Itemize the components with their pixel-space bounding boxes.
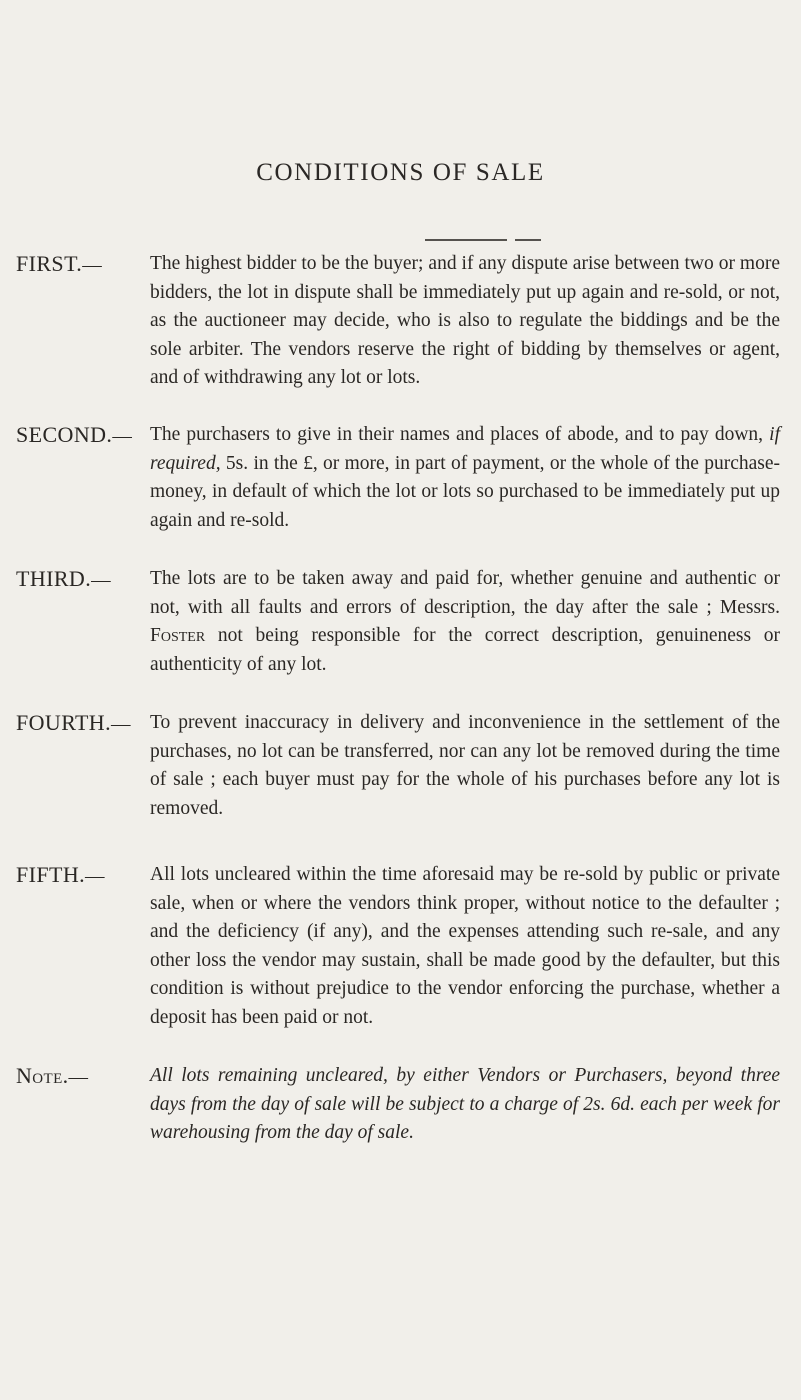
condition-heading: SECOND. <box>16 422 113 447</box>
condition-text: The lots are to be taken away and paid for, whether genuine and authentic or not, with all faults and errors of description, the day after the sale ; Messrs. <box>150 568 780 618</box>
condition-text: To prevent inaccuracy in delivery and inconvenience in the settlement of the purchases, no lot can be transferred, nor can any lot be removed during the time of sale ; each buyer must pay for the whole of his purchases before any lot is removed. <box>150 712 780 819</box>
note-heading: Note. <box>16 1063 69 1088</box>
condition-heading: FIFTH. <box>16 862 86 887</box>
condition-fourth <box>16 709 780 823</box>
heading-dash: — <box>82 255 102 276</box>
condition-first <box>16 250 780 393</box>
page-title: CONDITIONS OF SALE <box>256 159 545 186</box>
note-text: All lots remaining uncleared, by either Vendors or Purchasers, beyond three days from the day of sale will be subject to a charge of 2s. 6d. each per week for warehousing from the day of sale. <box>150 1065 780 1143</box>
heading-dash: — <box>112 426 132 447</box>
heading-dash: — <box>91 570 111 591</box>
auctioneer-name: Foster <box>150 625 206 646</box>
condition-heading: FOURTH. <box>16 710 111 735</box>
condition-text-italic: if required, <box>150 424 780 474</box>
heading-dash: — <box>85 866 105 887</box>
condition-text: The highest bidder to be the buyer; and if any dispute arise between two or more bidders, the lot in dispute shall be immediately put up again and re-sold, or not, as the auctioneer may decide, who is also to regulate the biddings and be the sole arbiter. The vendors reserve the right of bidding by themselves or agent, and of withdrawing any lot or lots. <box>150 253 780 388</box>
condition-heading: THIRD. <box>16 566 92 591</box>
condition-fifth <box>16 861 780 1032</box>
condition-text: The purchasers to give in their names and places of abode, and to pay down, <box>150 424 770 445</box>
note <box>16 1062 780 1148</box>
condition-text: All lots uncleared within the time aforesaid may be re-sold by public or private sale, when or where the vendors think proper, without notice to the defaulter ; and the deficiency (if any), and the expenses attending such re-sale, and any other loss the vendor may sustain, shall be made good by the defaulter, but this condition is without prejudice to the vendor enforcing the purchase, whether a deposit has been paid or not. <box>150 864 780 1028</box>
condition-text: not being responsible for the correct description, genuineness or authenticity of any lot. <box>150 625 780 675</box>
condition-third <box>16 565 780 679</box>
heading-dash: — <box>111 714 131 735</box>
condition-heading: FIRST. <box>16 251 83 276</box>
condition-text: 5s. in the £, or more, in part of payment, or the whole of the purchase-money, in default of which the lot or lots so purchased to be immediately put up again and re-sold. <box>150 452 780 531</box>
heading-dash: — <box>68 1067 89 1088</box>
title-rule <box>425 239 507 241</box>
condition-second <box>16 421 780 535</box>
